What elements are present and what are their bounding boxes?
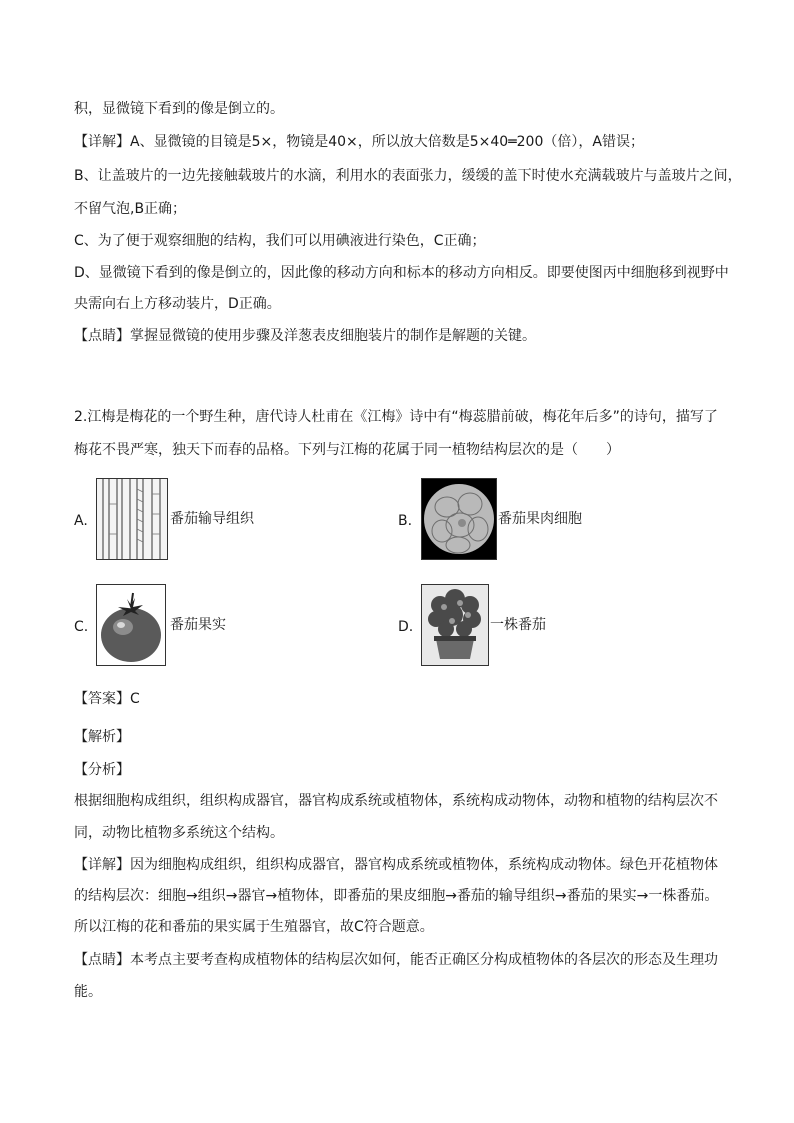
- option-a-label: 番茄输导组织: [170, 511, 254, 527]
- text-line: 【详解】A、显微镜的目镜是5×，物镜是40×，所以放大倍数是5×40═200（倍），A错误；: [74, 134, 644, 150]
- text-line: B、让盖玻片的一边先接触载玻片的水滴，利用水的表面张力，缓缓的盖下时使水充满载玻片与盖玻片之间，: [74, 168, 742, 184]
- text-line: 不留气泡,B正确；: [74, 201, 187, 217]
- text-line: 【点睛】掌握显微镜的使用步骤及洋葱表皮细胞装片的制作是解题的关键。: [74, 328, 536, 344]
- option-d-letter: D.: [398, 619, 414, 635]
- option-b-label: 番茄果肉细胞: [498, 511, 582, 527]
- option-c-label: 番茄果实: [170, 617, 226, 633]
- question-text: 梅花不畏严寒，独天下而春的品格。下列与江梅的花属于同一植物结构层次的是（ ）: [74, 442, 620, 458]
- option-c-letter: C.: [74, 619, 89, 635]
- analysis-title: 【解析】: [74, 729, 130, 745]
- text-line: 能。: [74, 984, 102, 1000]
- text-line: D、显微镜下看到的像是倒立的，因此像的移动方向和标本的移动方向相反。即要使图丙中细胞移到视野中: [74, 265, 729, 281]
- conducting-tissue-image: [96, 478, 168, 560]
- analysis-subtitle: 【分析】: [74, 762, 130, 778]
- pulp-cell-image: [421, 478, 497, 560]
- text-line: 根据细胞构成组织，组织构成器官，器官构成系统或植物体，系统构成动物体，动物和植物的结构层次不: [74, 793, 718, 809]
- text-line: 的结构层次：细胞→组织→器官→植物体，即番茄的果皮细胞→番茄的输导组织→番茄的果实→一株番茄。: [74, 888, 719, 904]
- option-d-label: 一株番茄: [490, 617, 546, 633]
- text-line: C、为了便于观察细胞的结构，我们可以用碘液进行染色，C正确；: [74, 233, 486, 249]
- option-b-letter: B.: [398, 513, 413, 529]
- text-line: 所以江梅的花和番茄的果实属于生殖器官，故C符合题意。: [74, 919, 434, 935]
- text-line: 【点睛】本考点主要考查构成植物体的结构层次如何，能否正确区分构成植物体的各层次的形态及生理功: [74, 952, 718, 968]
- tomato-fruit-image: [96, 584, 166, 666]
- option-a-letter: A.: [74, 513, 88, 529]
- text-line: 央需向右上方移动装片，D正确。: [74, 296, 281, 312]
- answer: 【答案】C: [74, 691, 140, 707]
- question-text: 2.江梅是梅花的一个野生种，唐代诗人杜甫在《江梅》诗中有“梅蕊腊前破，梅花年后多”的诗句，描写了: [74, 409, 718, 425]
- text-line: 积，显微镜下看到的像是倒立的。: [74, 101, 284, 117]
- tomato-plant-image: [421, 584, 489, 666]
- text-line: 【详解】因为细胞构成组织，组织构成器官，器官构成系统或植物体，系统构成动物体。绿色开花植物体: [74, 857, 718, 873]
- text-line: 同，动物比植物多系统这个结构。: [74, 825, 284, 841]
